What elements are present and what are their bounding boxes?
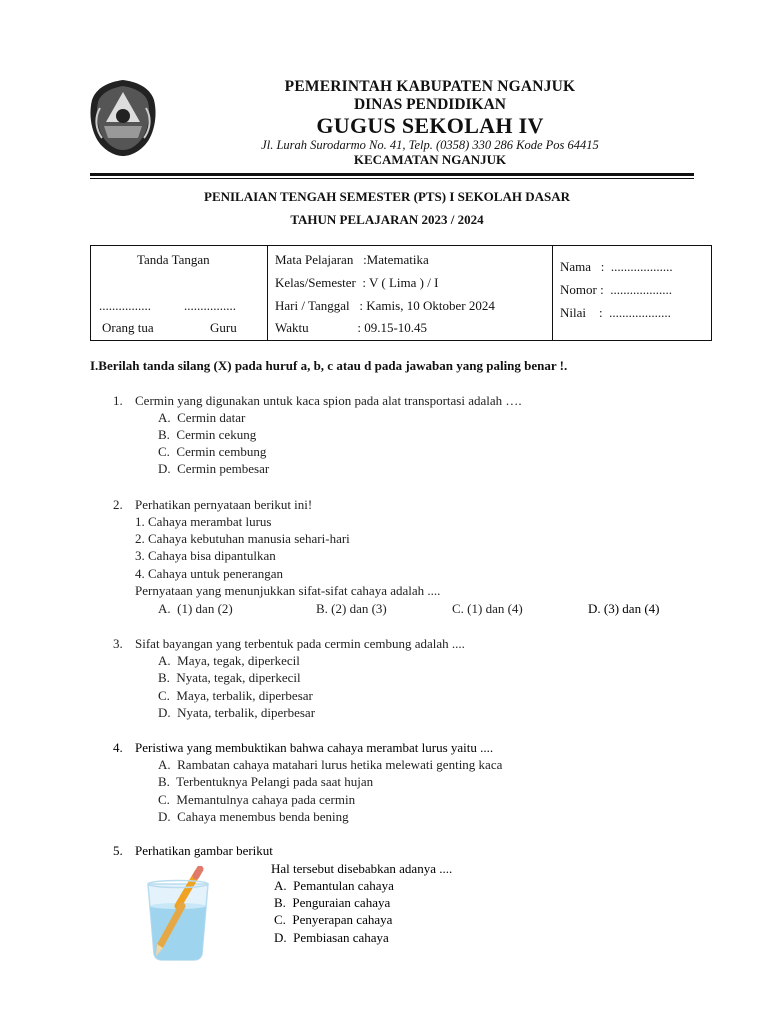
question-1-option-d: D. Cermin pembesar — [158, 461, 270, 476]
time-field: Waktu : 09.15-10.45 — [275, 320, 428, 335]
signature-column — [91, 246, 268, 340]
score-field: Nilai : ................... — [560, 305, 671, 320]
question-5-prompt: Hal tersebut disebabkan adanya .... — [271, 861, 453, 876]
parent-label: Orang tua — [102, 320, 154, 335]
question-4-option-a: A. Rambatan cahaya matahari lurus hetika melewati genting kaca — [158, 757, 503, 772]
question-5-option-d: D. Pembiasan cahaya — [274, 930, 389, 945]
question-5-option-a: A. Pemantulan cahaya — [274, 878, 394, 893]
question-1-option-a: A. Cermin datar — [158, 410, 246, 425]
question-1-option-c: C. Cermin cembung — [158, 444, 267, 459]
question-4-option-c: C. Memantulnya cahaya pada cermin — [158, 792, 356, 807]
question-2-statement-2: 2. Cahaya kebutuhan manusia sehari-hari — [135, 531, 350, 546]
question-number: 5. — [113, 843, 123, 858]
teacher-signature-dots: ................ — [184, 298, 236, 313]
question-5-option-b: B. Penguraian cahaya — [274, 895, 391, 910]
header-address: Jl. Lurah Surodarmo No. 41, Telp. (0358) 330 286 Kode Pos 64415 — [261, 138, 599, 152]
header-divider-thick — [90, 173, 694, 176]
glass-pencil-illustration — [138, 866, 218, 962]
question-2-option-b: B. (2) dan (3) — [316, 601, 387, 616]
regency-crest-logo — [88, 78, 158, 158]
header-district: KECAMATAN NGANJUK — [353, 152, 507, 167]
signature-label: Tanda Tangan — [137, 252, 210, 267]
question-5-option-c: C. Penyerapan cahaya — [274, 912, 393, 927]
question-2-text: Perhatikan pernyataan berikut ini! — [135, 497, 313, 512]
question-number: 3. — [113, 636, 123, 651]
header-divider-thin — [90, 178, 694, 179]
exam-year: TAHUN PELAJARAN 2023 / 2024 — [290, 212, 484, 227]
question-4-text: Peristiwa yang membuktikan bahwa cahaya merambat lurus yaitu .... — [135, 740, 494, 755]
header-department: DINAS PENDIDIKAN — [353, 96, 506, 113]
subject-field: Mata Pelajaran :Matematika — [275, 252, 429, 267]
question-number: 1. — [113, 393, 123, 408]
question-2-option-d: D. (3) dan (4) — [588, 601, 660, 616]
header-school-cluster: GUGUS SEKOLAH IV — [316, 113, 544, 138]
question-3-option-c: C. Maya, terbalik, diperbesar — [158, 688, 313, 703]
exam-title: PENILAIAN TENGAH SEMESTER (PTS) I SEKOLAH DASAR — [204, 189, 570, 204]
question-2-statement-1: 1. Cahaya merambat lurus — [135, 514, 272, 529]
question-2-option-a: A. (1) dan (2) — [158, 601, 233, 616]
question-4-option-b: B. Terbentuknya Pelangi pada saat hujan — [158, 774, 374, 789]
question-2-prompt: Pernyataan yang menunjukkan sifat-sifat cahaya adalah .... — [135, 583, 441, 598]
question-number: 4. — [113, 740, 123, 755]
parent-signature-dots: ................ — [99, 298, 151, 313]
teacher-label: Guru — [210, 320, 237, 335]
date-field: Hari / Tanggal : Kamis, 10 Oktober 2024 — [275, 298, 495, 313]
student-name-field: Nama : ................... — [560, 259, 673, 274]
question-3-option-a: A. Maya, tegak, diperkecil — [158, 653, 300, 668]
question-2-statement-3: 3. Cahaya bisa dipantulkan — [135, 548, 276, 563]
class-semester-field: Kelas/Semester : V ( Lima ) / I — [275, 275, 439, 290]
question-3-text: Sifat bayangan yang terbentuk pada cermin cembung adalah .... — [135, 636, 465, 651]
question-1-text: Cermin yang digunakan untuk kaca spion pada alat transportasi adalah …. — [135, 393, 522, 408]
exam-info-table — [90, 245, 712, 341]
question-2-statement-4: 4. Cahaya untuk penerangan — [135, 566, 284, 581]
instruction-text: I.Berilah tanda silang (X) pada huruf a, b, c atau d pada jawaban yang paling benar !. — [90, 358, 568, 373]
exam-details-column — [268, 246, 553, 340]
question-4-option-d: D. Cahaya menembus benda bening — [158, 809, 349, 824]
question-5-text: Perhatikan gambar berikut — [135, 843, 273, 858]
question-3-option-d: D. Nyata, terbalik, diperbesar — [158, 705, 316, 720]
question-number: 2. — [113, 497, 123, 512]
question-3-option-b: B. Nyata, tegak, diperkecil — [158, 670, 301, 685]
question-1-option-b: B. Cermin cekung — [158, 427, 257, 442]
question-2-option-c: C. (1) dan (4) — [452, 601, 523, 616]
header-government: PEMERINTAH KABUPATEN NGANJUK — [284, 78, 576, 95]
student-number-field: Nomor : ................... — [560, 282, 672, 297]
